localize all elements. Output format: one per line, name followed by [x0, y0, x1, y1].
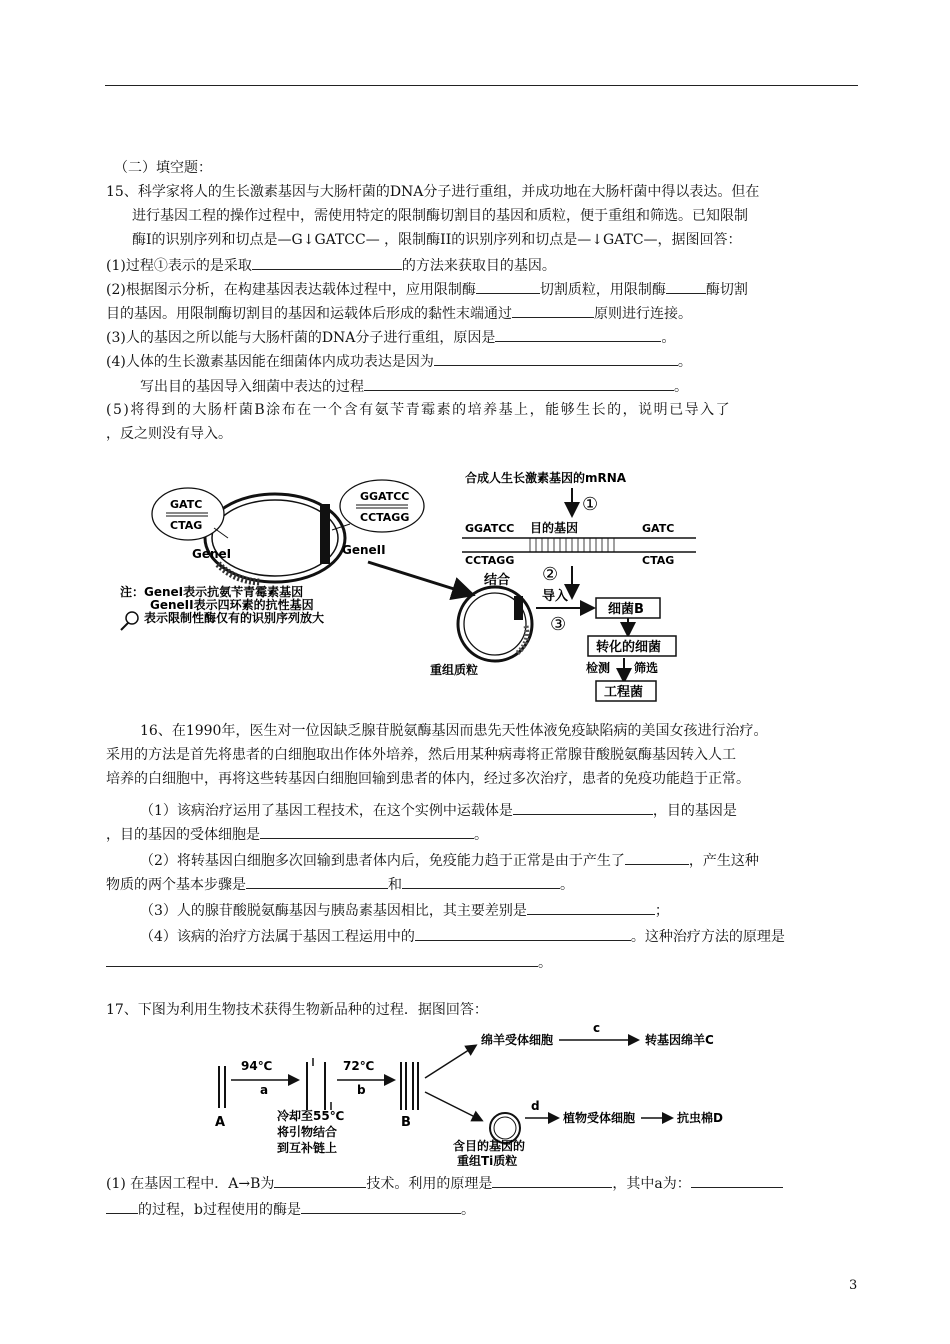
gatc-top: GATC [170, 498, 203, 511]
combine-label: 结合 [484, 573, 511, 588]
gene2-segment [320, 504, 330, 564]
answer-blank[interactable] [492, 1172, 612, 1188]
plant-cell-label: 植物受体细胞 [563, 1111, 636, 1125]
step1-label: ① [582, 494, 599, 515]
left-end-bottom: CCTAGG [465, 554, 515, 567]
q16-part1-line1: （1）该病治疗运用了基因工程技术，在这个实例中运载体是 ，目的基因是 [140, 799, 737, 821]
q15-stem-line1: 15、科学家将人的生长激素基因与大肠杆菌的DNA分子进行重组，并成功地在大肠杆菌中得以表达。但在 [106, 184, 760, 200]
answer-blank[interactable] [691, 1172, 783, 1188]
magnifier-icon [121, 612, 138, 630]
answer-blank[interactable] [402, 873, 560, 889]
answer-blank[interactable] [106, 951, 538, 967]
bacteria-b-label: 细菌B [608, 602, 644, 617]
engineered-label: 工程菌 [604, 685, 644, 700]
q15-part2-line1: (2)根据图示分析，在构建基因表达载体过程中，应用限制酶 切割质粒，用限制酶 酶切割 [106, 278, 748, 300]
answer-blank[interactable] [364, 375, 674, 391]
sheep-cell-label: 绵羊受体细胞 [481, 1033, 554, 1047]
q15-part1: (1)过程①表示的是采取 的方法来获取目的基因。 [106, 254, 556, 276]
step3-label: ③ [550, 614, 567, 635]
temp-72: 72℃ [343, 1059, 375, 1073]
label-b: B [401, 1115, 411, 1130]
answer-blank[interactable] [513, 799, 653, 815]
label-c: c [593, 1021, 601, 1035]
answer-blank[interactable] [246, 873, 388, 889]
note-line2: GeneII表示四环素的抗性基因 [150, 598, 314, 612]
recombinant-plasmid-label: 重组质粒 [430, 663, 479, 677]
step2-label: ② [542, 564, 559, 585]
header-rule [105, 85, 858, 86]
right-end-bottom: CTAG [642, 554, 675, 567]
gene2-label: GeneII [342, 543, 386, 557]
q15-part5-line2: ，反之则没有导入。 [106, 426, 232, 442]
label-d: d [531, 1099, 540, 1113]
note-line3: 表示限制性酶仅有的识别序列放大 [144, 611, 325, 625]
import-label: 导入 [542, 589, 569, 604]
answer-blank[interactable] [260, 823, 474, 839]
detect-label: 检测 [586, 661, 611, 675]
answer-blank[interactable] [512, 302, 594, 318]
right-end-top: GATC [642, 522, 675, 535]
q16-part4-line2: 。 [106, 951, 552, 973]
answer-blank[interactable] [625, 849, 689, 865]
target-gene-label: 目的基因 [530, 521, 579, 535]
dna-duplex [462, 538, 696, 552]
answer-blank[interactable] [434, 350, 678, 366]
q15-part2-line2: 目的基因。用限制酶切割目的基因和运载体后形成的黏性末端通过 原则进行连接。 [106, 302, 692, 324]
screen-label: 筛选 [634, 661, 659, 675]
q16-part4-line1: （4）该病的治疗方法属于基因工程运用中的 。这种治疗方法的原理是 [140, 925, 785, 947]
q16-stem-line2: 采用的方法是首先将患者的白细胞取出作体外培养，然后用某种病毒将正常腺苷酸脱氨酶基因转入人工 [106, 747, 736, 763]
q15-part5-line1: (5)将得到的大肠杆菌B涂布在一个含有氨苄青霉素的培养基上，能够生长的，说明已导入了 [106, 402, 732, 418]
gene1-label: GeneI [192, 547, 232, 561]
q16-part2-line1: （2）将转基因白细胞多次回输到患者体内后，免疫能力趋于正常是由于产生了 ，产生这种 [140, 849, 759, 871]
gatc-callout [152, 488, 228, 540]
q16-stem-line3: 培养的白细胞中，再将这些转基因白细胞回输到患者的体内，经过多次治疗，患者的免疫功能趋于正常。 [106, 771, 750, 787]
dna-separated [307, 1058, 331, 1110]
q15-part3: (3)人的基因之所以能与大肠杆菌的DNA分子进行重组，原因是 。 [106, 326, 675, 348]
gatc-bottom: CTAG [170, 519, 203, 532]
q17-part1-line1: (1) 在基因工程中．A→B为 技术。利用的原理是 ，其中a为： [106, 1172, 783, 1194]
ggatcc-callout [332, 480, 424, 532]
answer-blank[interactable] [476, 278, 540, 294]
q16-part3: （3）人的腺苷酸脱氨酶基因与胰岛素基因相比，其主要差别是 ； [140, 899, 669, 921]
label-step-a: a [260, 1083, 269, 1097]
answer-blank[interactable] [106, 1198, 138, 1214]
answer-blank[interactable] [274, 1172, 366, 1188]
arrow-to-recombinant [368, 562, 470, 594]
q15-part4-line2: 写出目的基因导入细菌中表达的过程 。 [140, 375, 688, 397]
figure-recombinant-plasmid [110, 466, 710, 702]
answer-blank[interactable] [415, 925, 631, 941]
label-a: A [215, 1115, 226, 1130]
answer-blank[interactable] [252, 254, 402, 270]
q15-stem-line3: 酶Ⅰ的识别序列和切点是—G↓GATCC— ，限制酶II的识别序列和切点是—↓GATC—，据图回答： [132, 232, 742, 248]
answer-blank[interactable] [495, 326, 661, 342]
page-number: 3 [849, 1278, 858, 1293]
ggatcc-top: GGATCC [360, 490, 410, 503]
mrna-label: 合成人生长激素基因的mRNA [465, 471, 627, 485]
cool-line3: 到互补链上 [277, 1141, 338, 1155]
arrow-to-sheep-cell [425, 1046, 475, 1078]
plasmid-inner-ring [212, 500, 338, 576]
q17-stem: 17、下图为利用生物技术获得生物新品种的过程．据图回答： [106, 1002, 488, 1018]
cool-line2: 将引物结合 [277, 1125, 338, 1139]
left-end-top: GGATCC [465, 522, 515, 535]
temp-94: 94℃ [241, 1059, 273, 1073]
label-step-b: b [357, 1083, 366, 1097]
cotton-label: 抗虫棉D [677, 1111, 723, 1125]
sheep-label: 转基因绵羊C [645, 1033, 714, 1047]
note-line1: 注：GeneI表示抗氨苄青霉素基因 [120, 585, 304, 599]
recombinant-plasmid [458, 587, 532, 661]
ti-line2: 重组Ti质粒 [457, 1154, 518, 1166]
q17-part1-line2: 的过程，b过程使用的酶是 。 [106, 1198, 475, 1220]
answer-blank[interactable] [527, 899, 655, 915]
transformed-label: 转化的细菌 [596, 640, 662, 655]
dna-a [219, 1066, 225, 1108]
q15-part4-line1: (4)人体的生长激素基因能在细菌体内成功表达是因为 。 [106, 350, 692, 372]
q15-stem-line2: 进行基因工程的操作过程中，需使用特定的限制酶切割目的基因和质粒，便于重组和筛选。已知限制 [132, 208, 748, 224]
q16-part2-line2: 物质的两个基本步骤是 和 。 [106, 873, 574, 895]
answer-blank[interactable] [301, 1198, 461, 1214]
ti-line1: 含目的基因的 [453, 1139, 526, 1153]
arrow-to-ti-plasmid [425, 1092, 481, 1120]
answer-blank[interactable] [666, 278, 706, 294]
plasmid-left [205, 494, 345, 582]
ggatcc-bottom: CCTAGG [360, 511, 410, 524]
q16-part1-line2: ，目的基因的受体细胞是 。 [106, 823, 488, 845]
dna-b [401, 1062, 418, 1110]
cool-line1: 冷却至55℃ [277, 1109, 345, 1123]
q16-stem-line1: 16、在1990年，医生对一位因缺乏腺苷脱氨酶基因而患先天性体液免疫缺陷病的美国女孩进行治疗。 [140, 723, 768, 739]
figure-pcr-process [205, 1018, 775, 1166]
section-title: （二）填空题： [114, 160, 212, 176]
